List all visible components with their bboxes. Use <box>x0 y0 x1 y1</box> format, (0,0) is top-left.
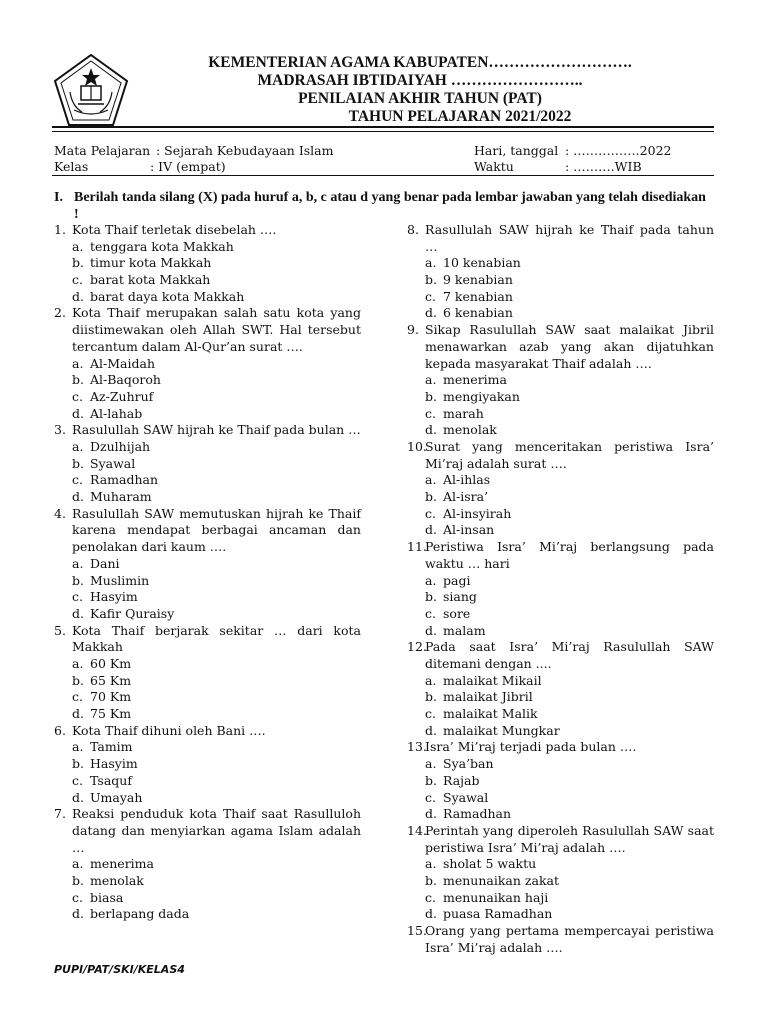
option-text: 6 kenabian <box>443 305 513 321</box>
answer-option <box>407 389 714 406</box>
question-number: 3. <box>54 422 66 438</box>
answer-option <box>407 773 714 790</box>
question-item <box>407 739 714 756</box>
option-text: berlapang dada <box>90 906 190 922</box>
option-letter: b. <box>72 455 84 471</box>
question-item <box>407 823 714 856</box>
option-text: menerima <box>443 372 507 388</box>
option-text: Al-Baqoroh <box>90 372 161 388</box>
question-text: Kota Thaif dihuni oleh Bani …. <box>72 722 266 738</box>
answer-option <box>54 689 361 706</box>
question-number: 15. <box>407 923 427 939</box>
answer-option <box>407 272 714 289</box>
option-letter: a. <box>425 572 437 588</box>
question-item <box>54 222 361 239</box>
answer-option <box>54 890 361 907</box>
answer-option <box>407 289 714 306</box>
header-divider-thin <box>52 131 714 132</box>
option-text: Muharam <box>90 489 152 505</box>
option-text: 60 Km <box>90 656 132 672</box>
question-text: Rasulullah SAW hijrah ke Thaif pada bulan … <box>72 422 361 438</box>
option-letter: d. <box>72 405 84 421</box>
option-text: Al-insan <box>443 522 495 538</box>
answer-option <box>407 472 714 489</box>
option-letter: c. <box>72 889 83 905</box>
option-letter: c. <box>72 772 83 788</box>
option-text: Kafir Quraisy <box>90 605 175 621</box>
answer-option <box>407 573 714 590</box>
answer-option <box>407 873 714 890</box>
option-letter: b. <box>425 388 437 404</box>
answer-option <box>407 790 714 807</box>
question-number: 10. <box>407 439 427 455</box>
option-text: malam <box>443 622 486 638</box>
question-number: 9. <box>407 322 419 338</box>
option-letter: c. <box>72 272 83 288</box>
option-text: Ramadhan <box>443 806 512 822</box>
option-letter: a. <box>72 355 84 371</box>
answer-option <box>54 556 361 573</box>
question-item <box>54 506 361 556</box>
footer-code: PUPI/PAT/SKI/KELAS4 <box>54 963 185 976</box>
option-text: 9 kenabian <box>443 272 513 288</box>
option-letter: b. <box>425 489 437 505</box>
answer-option <box>54 656 361 673</box>
question-item <box>407 639 714 672</box>
option-letter: c. <box>425 889 436 905</box>
question-item <box>54 723 361 740</box>
option-text: Sya’ban <box>443 756 494 772</box>
answer-option <box>54 756 361 773</box>
answer-option <box>54 673 361 690</box>
question-text: Orang yang pertama mempercayai peristiwa Isra’ Mi’raj adalah …. <box>425 923 714 955</box>
option-text: marah <box>443 405 484 421</box>
answer-option <box>407 255 714 272</box>
option-letter: b. <box>72 672 84 688</box>
date-value: : …………….2022 <box>565 143 672 158</box>
option-text: Dani <box>90 555 120 571</box>
question-text: Surat yang menceritakan peristiwa Isra’ Mi’raj adalah surat …. <box>425 439 714 471</box>
option-text: mengiyakan <box>443 388 520 404</box>
header-school: MADRASAH IBTIDAIYAH …………………….. <box>257 72 583 89</box>
question-item <box>407 222 714 255</box>
option-letter: b. <box>72 372 84 388</box>
option-letter: c. <box>72 689 83 705</box>
option-letter: d. <box>425 305 437 321</box>
option-letter: b. <box>425 689 437 705</box>
question-item <box>407 439 714 472</box>
answer-option <box>407 756 714 773</box>
question-number: 8. <box>407 222 419 237</box>
option-text: 65 Km <box>90 672 132 688</box>
option-text: Al-insyirah <box>443 505 512 521</box>
option-letter: c. <box>425 505 436 521</box>
option-text: malaikat Jibril <box>443 689 533 705</box>
option-letter: c. <box>72 472 83 488</box>
answer-option <box>54 706 361 723</box>
instruction-number: I. <box>54 190 63 205</box>
option-text: malaikat Malik <box>443 706 538 722</box>
answer-option <box>407 890 714 907</box>
option-letter: d. <box>425 522 437 538</box>
answer-option <box>54 906 361 923</box>
question-text: Peristiwa Isra’ Mi’raj berlangsung pada waktu … hari <box>425 539 714 571</box>
option-text: tenggara kota Makkah <box>90 238 234 254</box>
question-number: 7. <box>54 806 66 822</box>
question-text: Reaksi penduduk kota Thaif saat Rasulluloh datang dan menyiarkan agama Islam adalah … <box>72 806 361 855</box>
option-text: malaikat Mungkar <box>443 722 560 738</box>
option-text: Syawal <box>443 789 489 805</box>
option-letter: d. <box>72 789 84 805</box>
option-text: puasa Ramadhan <box>443 906 553 922</box>
option-letter: a. <box>72 238 84 254</box>
answer-option <box>407 422 714 439</box>
answer-option <box>407 906 714 923</box>
answer-option <box>54 272 361 289</box>
class-label: Kelas <box>54 159 89 174</box>
answer-option <box>54 472 361 489</box>
question-item <box>54 623 361 656</box>
option-letter: d. <box>72 706 84 722</box>
option-letter: a. <box>425 756 437 772</box>
option-text: Dzulhijah <box>90 439 151 455</box>
subject-value: : Sejarah Kebudayaan Islam <box>156 143 334 158</box>
question-number: 5. <box>54 622 66 638</box>
option-text: Al-isra’ <box>443 489 489 505</box>
option-letter: a. <box>425 672 437 688</box>
option-text: Rajab <box>443 772 480 788</box>
option-letter: c. <box>72 589 83 605</box>
option-text: sholat 5 waktu <box>443 856 537 872</box>
answer-option <box>54 573 361 590</box>
question-item <box>54 305 361 355</box>
question-item <box>54 422 361 439</box>
question-number: 4. <box>54 505 66 521</box>
option-text: Ramadhan <box>90 472 159 488</box>
option-text: Hasyim <box>90 756 138 772</box>
header-year: TAHUN PELAJARAN 2021/2022 <box>348 108 572 125</box>
option-text: Umayah <box>90 789 143 805</box>
answer-option <box>407 706 714 723</box>
option-text: barat daya kota Makkah <box>90 288 245 304</box>
answer-option <box>54 606 361 623</box>
option-text: menunaikan zakat <box>443 873 559 889</box>
option-text: Hasyim <box>90 589 138 605</box>
answer-option <box>54 589 361 606</box>
question-text: Rasulullah SAW memutuskan hijrah ke Thaif karena mendapat berbagai ancaman dan penolakan dari kaum …. <box>72 505 361 555</box>
answer-option <box>407 623 714 640</box>
option-letter: a. <box>425 856 437 872</box>
answer-option <box>54 873 361 890</box>
header-divider-thick <box>52 126 714 128</box>
option-text: Al-ihlas <box>443 472 491 488</box>
questions-left-column <box>54 222 361 923</box>
option-letter: a. <box>72 656 84 672</box>
answer-option <box>407 372 714 389</box>
answer-option <box>407 305 714 322</box>
option-letter: d. <box>425 722 437 738</box>
option-text: menolak <box>90 873 144 889</box>
option-text: 70 Km <box>90 689 132 705</box>
option-letter: d. <box>72 288 84 304</box>
option-letter: a. <box>72 739 84 755</box>
option-text: 7 kenabian <box>443 288 513 304</box>
question-number: 1. <box>54 222 66 237</box>
question-text: Kota Thaif berjarak sekitar … dari kota Makkah <box>72 622 361 655</box>
option-text: Az-Zuhruf <box>90 388 154 404</box>
question-item <box>407 322 714 372</box>
answer-option <box>54 389 361 406</box>
header-exam: PENILAIAN AKHIR TAHUN (PAT) <box>298 90 542 107</box>
option-text: Al-Maidah <box>90 355 156 371</box>
option-letter: b. <box>72 572 84 588</box>
option-text: siang <box>443 589 477 605</box>
question-item <box>407 923 714 956</box>
answer-option <box>407 723 714 740</box>
answer-option <box>54 856 361 873</box>
option-letter: d. <box>425 422 437 438</box>
answer-option <box>54 790 361 807</box>
option-text: 75 Km <box>90 706 132 722</box>
option-letter: c. <box>425 405 436 421</box>
subject-label: Mata Pelajaran <box>54 143 151 158</box>
question-number: 14. <box>407 822 427 838</box>
question-text: Isra’ Mi’raj terjadi pada bulan …. <box>425 739 637 755</box>
option-text: Muslimin <box>90 572 150 588</box>
answer-option <box>407 856 714 873</box>
instruction-text: Berilah tanda silang (X) pada huruf a, b, c atau d yang benar pada lembar jawaban yang telah disediakan ! <box>74 190 706 222</box>
question-number: 12. <box>407 639 427 655</box>
answer-option <box>54 372 361 389</box>
answer-option <box>54 456 361 473</box>
option-letter: a. <box>425 255 437 271</box>
option-letter: c. <box>425 288 436 304</box>
answer-option <box>54 356 361 373</box>
option-text: barat kota Makkah <box>90 272 211 288</box>
option-letter: a. <box>72 856 84 872</box>
option-text: timur kota Makkah <box>90 255 212 271</box>
option-text: Al-lahab <box>90 405 143 421</box>
option-letter: b. <box>425 772 437 788</box>
option-letter: a. <box>425 372 437 388</box>
answer-option <box>407 673 714 690</box>
question-text: Perintah yang diperoleh Rasulullah SAW saat peristiwa Isra’ Mi’raj adalah …. <box>425 822 714 855</box>
option-letter: b. <box>425 589 437 605</box>
answer-option <box>407 689 714 706</box>
answer-option <box>54 739 361 756</box>
option-letter: d. <box>72 605 84 621</box>
header-ministry: KEMENTERIAN AGAMA KABUPATEN………………………. <box>208 54 632 71</box>
answer-option <box>407 606 714 623</box>
question-number: 11. <box>407 539 427 555</box>
option-letter: c. <box>72 388 83 404</box>
option-letter: d. <box>72 489 84 505</box>
answer-option <box>54 255 361 272</box>
option-letter: a. <box>72 439 84 455</box>
answer-option <box>407 489 714 506</box>
answer-option <box>54 489 361 506</box>
option-letter: b. <box>72 873 84 889</box>
option-text: biasa <box>90 889 124 905</box>
info-divider <box>52 175 714 176</box>
option-letter: a. <box>72 555 84 571</box>
question-text: Rasullulah SAW hijrah ke Thaif pada tahun … <box>425 222 714 254</box>
question-text: Sikap Rasulullah SAW saat malaikat Jibril menawarkan azab yang akan dijatuhkan kepada masyarakat Thaif adalah …. <box>425 322 714 371</box>
answer-option <box>407 806 714 823</box>
option-text: Tamim <box>90 739 133 755</box>
option-letter: d. <box>425 806 437 822</box>
option-letter: c. <box>425 789 436 805</box>
option-letter: b. <box>425 272 437 288</box>
option-letter: b. <box>72 255 84 271</box>
option-letter: a. <box>425 472 437 488</box>
question-text: Pada saat Isra’ Mi’raj Rasulullah SAW ditemani dengan .... <box>425 639 714 672</box>
option-letter: c. <box>425 706 436 722</box>
answer-option <box>407 506 714 523</box>
answer-option <box>54 406 361 423</box>
option-text: 10 kenabian <box>443 255 521 271</box>
answer-option <box>54 439 361 456</box>
questions-right-column <box>407 222 714 957</box>
option-text: menolak <box>443 422 497 438</box>
option-letter: c. <box>425 605 436 621</box>
kemenag-logo <box>52 52 130 130</box>
question-text: Kota Thaif merupakan salah satu kota yang diistimewakan oleh Allah SWT. Hal tersebut tercantum dalam Al-Qur’an surat …. <box>72 305 361 354</box>
class-value: : IV (empat) <box>150 159 226 174</box>
question-number: 2. <box>54 305 66 321</box>
time-label: Waktu <box>474 159 514 174</box>
option-letter: d. <box>425 906 437 922</box>
question-number: 6. <box>54 722 66 738</box>
question-item <box>54 806 361 856</box>
time-value: : ……….WIB <box>565 159 642 174</box>
question-text: Kota Thaif terletak disebelah …. <box>72 222 277 237</box>
option-letter: b. <box>72 756 84 772</box>
answer-option <box>54 773 361 790</box>
option-letter: d. <box>72 906 84 922</box>
option-text: malaikat Mikail <box>443 672 542 688</box>
option-text: pagi <box>443 572 471 588</box>
question-item <box>407 539 714 572</box>
answer-option <box>54 289 361 306</box>
option-letter: d. <box>425 622 437 638</box>
option-text: Syawal <box>90 455 136 471</box>
date-label: Hari, tanggal <box>474 143 559 158</box>
option-text: menerima <box>90 856 154 872</box>
option-letter: b. <box>425 873 437 889</box>
answer-option <box>407 522 714 539</box>
question-number: 13. <box>407 739 427 755</box>
answer-option <box>407 589 714 606</box>
option-text: menunaikan haji <box>443 889 549 905</box>
answer-option <box>407 406 714 423</box>
option-text: Tsaquf <box>90 772 132 788</box>
option-text: sore <box>443 605 471 621</box>
answer-option <box>54 239 361 256</box>
